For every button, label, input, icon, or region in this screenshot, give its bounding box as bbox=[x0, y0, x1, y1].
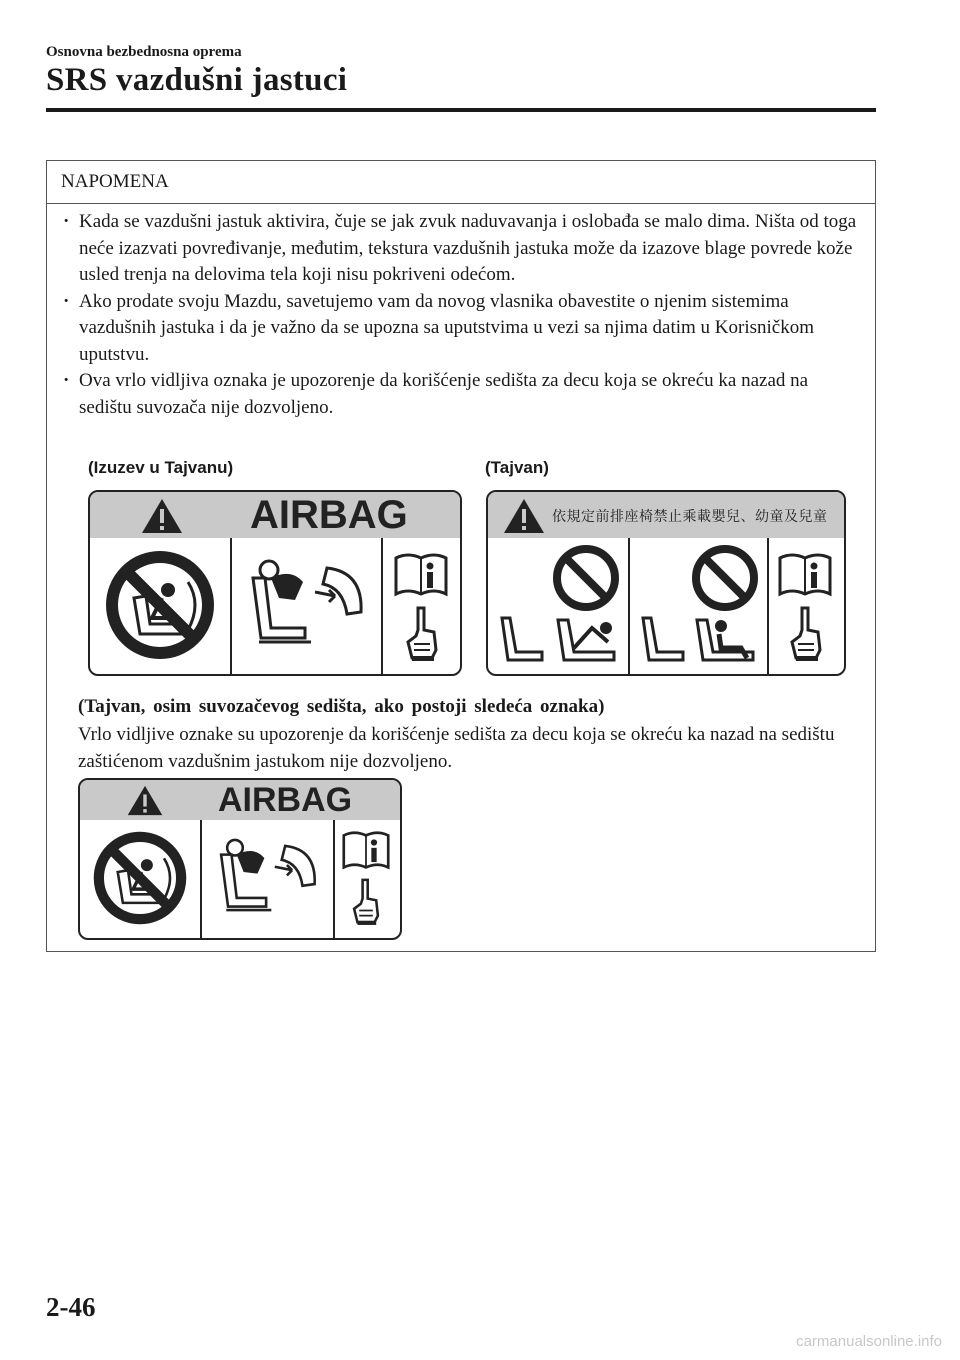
prohibition-icon bbox=[550, 542, 622, 614]
label-cell-prohibition bbox=[90, 538, 230, 674]
note-bullet: · Ova vrlo vidljiva oznaka je upozorenje da korišćenje sedišta za decu koja se okreću ka nazad na sedištu suvozača nije dozvoljeno. bbox=[61, 368, 861, 421]
airbag-label-taiwan bbox=[486, 490, 846, 676]
airbag-word: AIRBAG bbox=[250, 493, 408, 537]
warning-triangle-icon bbox=[126, 784, 164, 817]
warning-triangle-icon bbox=[502, 497, 546, 535]
airbag-label-taiwan-other-seats bbox=[78, 778, 402, 940]
prohibition-icon bbox=[689, 542, 761, 614]
section-label: Osnovna bezbednosna oprema bbox=[46, 44, 242, 60]
caption-taiwan: (Tajvan) bbox=[485, 458, 549, 477]
airbag-word: AIRBAG bbox=[218, 781, 353, 819]
taiwan-warning-text: 依規定前排座椅禁止乘載嬰兒、幼童及兒童 bbox=[552, 510, 828, 525]
no-rear-facing-child-seat-icon bbox=[90, 538, 230, 672]
note-bullets bbox=[61, 209, 861, 421]
manual-book-icon bbox=[342, 830, 390, 871]
caption-except-taiwan: (Izuzev u Tajvanu) bbox=[88, 458, 234, 477]
label-cell-prohibition bbox=[80, 820, 200, 938]
subsection-title: (Tajvan, osim suvozačevog sedišta, ako postoji sledeća oznaka) bbox=[78, 696, 605, 717]
manual-book-icon bbox=[394, 552, 448, 598]
title-rule bbox=[46, 108, 876, 112]
label-cell-child bbox=[629, 538, 767, 674]
label-cell-deploy bbox=[231, 538, 381, 674]
airbag-deploy-icon bbox=[201, 820, 333, 936]
pointing-hand-icon bbox=[402, 606, 442, 662]
label-cell-manual bbox=[334, 820, 398, 938]
pointing-hand-icon bbox=[786, 606, 826, 662]
no-rear-facing-child-seat-icon bbox=[80, 820, 200, 936]
label-header bbox=[488, 492, 844, 538]
note-bullet: · Kada se vazdušni jastuk aktivira, čuje se jak zvuk naduvavanja i oslobađa se malo dima. Ništa od toga neće izazvati povređivanje, međutim, tekstura vazdušnih jastuka može da izazove blage povrede kože usled trenja na delovima tela koji nisu pokriveni odećom. bbox=[61, 209, 861, 289]
note-heading: NAPOMENA bbox=[47, 161, 875, 204]
infant-seat-icon bbox=[552, 614, 622, 670]
label-cell-manual bbox=[768, 538, 842, 674]
child-seat-icon bbox=[691, 614, 761, 670]
subsection-text: Vrlo vidljive oznake su upozorenje da korišćenje sedišta za decu koja se okreću ka nazad na sedištu zaštićenom vazdušnim jastukom nije dozvoljeno. bbox=[78, 724, 835, 772]
manual-book-icon bbox=[778, 552, 832, 598]
airbag-deploy-icon bbox=[231, 538, 381, 672]
label-header bbox=[90, 492, 460, 538]
label-header bbox=[80, 780, 400, 820]
seat-icon bbox=[496, 614, 546, 670]
page-number: 2-46 bbox=[46, 1292, 96, 1322]
label-cell-infant bbox=[488, 538, 628, 674]
pointing-hand-icon bbox=[349, 878, 383, 926]
seat-icon bbox=[637, 614, 687, 670]
note-bullet: · Ako prodate svoju Mazdu, savetujemo vam da novog vlasnika obavestite o njenim sistemima vazdušnih jastuka i da je važno da se upozna sa uputstvima u vezi sa njima datim u Korisničkom uputstvu. bbox=[61, 289, 861, 369]
warning-triangle-icon bbox=[140, 497, 184, 535]
page-title: SRS vazdušni jastuci bbox=[46, 62, 348, 98]
label-cell-deploy bbox=[201, 820, 333, 938]
label-cell-manual bbox=[382, 538, 458, 674]
watermark: carmanualsonline.info bbox=[796, 1333, 942, 1350]
airbag-label-standard bbox=[88, 490, 462, 676]
